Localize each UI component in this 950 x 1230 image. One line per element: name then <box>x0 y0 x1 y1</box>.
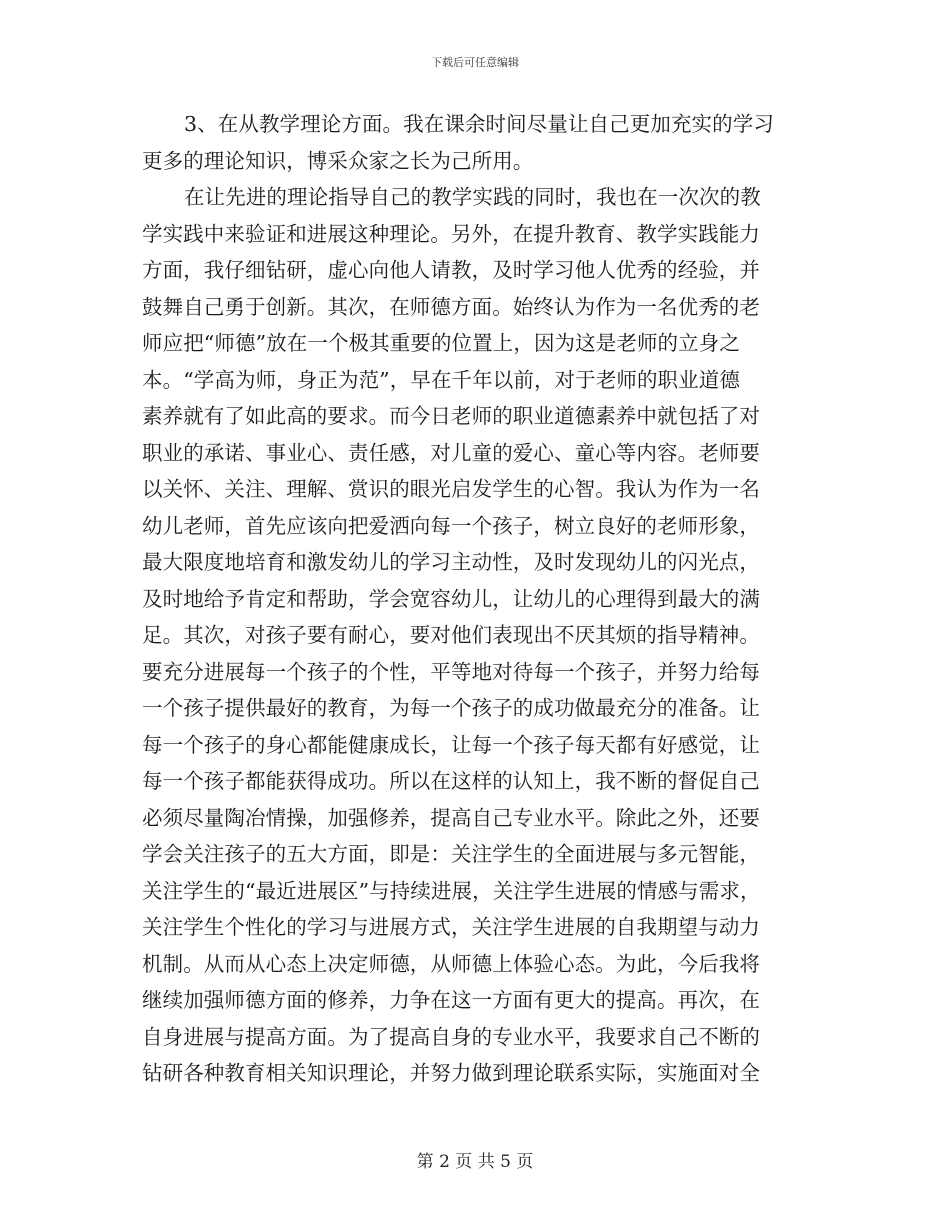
text-line: 钻研各种教育相关知识理论，并努力做到理论联系实际，实施面对全 <box>142 1061 760 1085</box>
text-line: 更多的理论知识，博采众家之长为己所用。 <box>142 148 534 173</box>
text-line: 每一个孩子的身心都能健康成长，让每一个孩子每天都有好感觉，让 <box>142 732 760 757</box>
text-line: 关注学生个性化的学习与进展方式，关注学生进展的自我期望与动力 <box>142 915 760 939</box>
text-line: 每一个孩子都能获得成功。所以在这样的认知上，我不断的督促自己 <box>142 769 760 793</box>
text-line: 自身进展与提高方面。为了提高自身的专业水平，我要求自己不断的 <box>142 1024 760 1049</box>
document-body <box>142 106 807 1092</box>
text-line: 3、在从教学理论方面。我在课余时间尽量让自己更加充实的学习 <box>184 112 774 136</box>
text-line: 足。其次，对孩子要有耐心，要对他们表现出不厌其烦的指导精神。 <box>142 623 760 647</box>
page-header: 下载后可任意编辑 <box>431 56 519 69</box>
text-line: 以关怀、关注、理解、赏识的眼光启发学生的心智。我认为作为一名 <box>142 477 760 501</box>
paragraph-2 <box>142 179 807 1092</box>
text-line: 方面，我仔细钻研，虚心向他人请教，及时学习他人优秀的经验，并 <box>142 258 760 282</box>
text-line: 本。“学高为师，身正为范”，早在千年以前，对于老师的职业道德 <box>142 367 740 392</box>
text-line: 及时地给予肯定和帮助，学会宽容幼儿，让幼儿的心理得到最大的满 <box>142 586 760 611</box>
text-line: 职业的承诺、事业心、责任感，对儿童的爱心、童心等内容。老师要 <box>142 440 760 465</box>
text-line: 最大限度地培育和激发幼儿的学习主动性，及时发现幼儿的闪光点， <box>142 550 760 574</box>
text-line: 在让先进的理论指导自己的教学实践的同时，我也在一次次的教 <box>184 185 761 209</box>
text-line: 师应把“师德”放在一个极其重要的位置上，因为这是老师的立身之 <box>142 331 740 355</box>
page-number: 第 2 页 共 5 页 <box>416 1152 534 1172</box>
text-line: 机制。从而从心态上决定师德，从师德上体验心态。为此，今后我将 <box>142 951 760 976</box>
text-line: 幼儿老师，首先应该向把爱洒向每一个孩子，树立良好的老师形象， <box>142 513 760 538</box>
text-line: 继续加强师德方面的修养，力争在这一方面有更大的提高。再次，在 <box>142 988 760 1012</box>
text-line: 一个孩子提供最好的教育，为每一个孩子的成功做最充分的准备。让 <box>142 696 760 720</box>
text-line: 素养就有了如此高的要求。而今日老师的职业道德素养中就包括了对 <box>142 404 760 428</box>
text-line: 学会关注孩子的五大方面，即是：关注学生的全面进展与多元智能， <box>142 842 760 866</box>
text-line: 要充分进展每一个孩子的个性，平等地对待每一个孩子，并努力给每 <box>142 659 760 684</box>
text-line: 关注学生的“最近进展区”与持续进展，关注学生进展的情感与需求， <box>142 878 761 903</box>
paragraph-1 <box>142 106 807 179</box>
text-line: 学实践中来验证和进展这种理论。另外，在提升教育、教学实践能力 <box>142 221 760 246</box>
text-line: 必须尽量陶冶情操，加强修养，提高自己专业水平。除此之外，还要 <box>142 805 760 830</box>
text-line: 鼓舞自己勇于创新。其次，在师德方面。始终认为作为一名优秀的老 <box>142 294 760 319</box>
